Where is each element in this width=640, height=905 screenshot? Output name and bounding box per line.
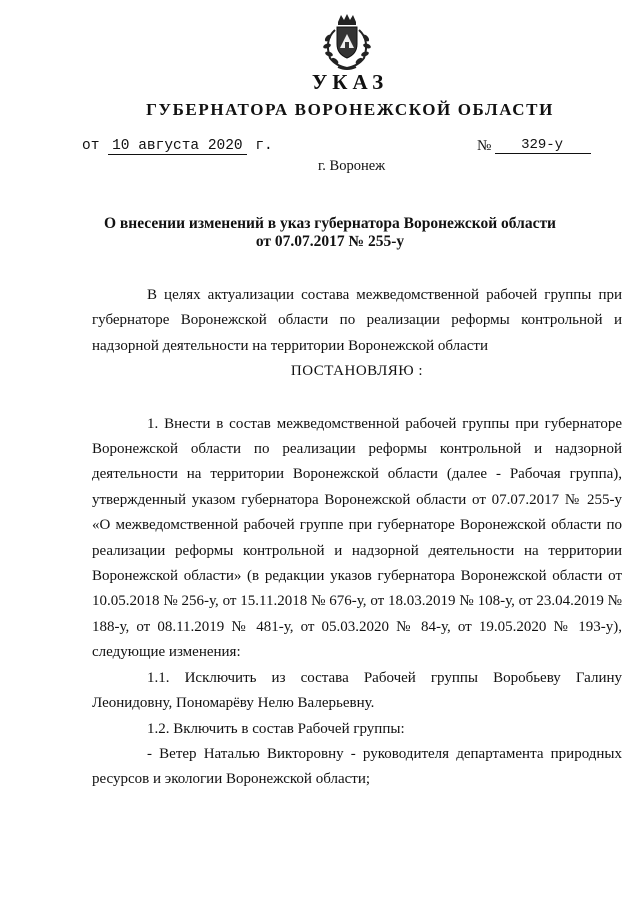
document-number: 329-у bbox=[495, 137, 591, 154]
paragraph-1-2: 1.2. Включить в состав Рабочей группы: bbox=[147, 720, 405, 737]
document-body bbox=[92, 283, 622, 793]
document-issuer: ГУБЕРНАТОРА ВОРОНЕЖСКОЙ ОБЛАСТИ bbox=[146, 100, 554, 119]
coat-of-arms-emblem bbox=[318, 12, 376, 72]
document-heading bbox=[100, 215, 560, 251]
preamble-paragraph: В целях актуализации состава межведомственной рабочей группы при губернаторе Воронежской области по реализации реформы контрольной и надзорной деятельности на территории Воронежской области bbox=[92, 287, 622, 354]
paragraph-1: 1. Внести в состав межведомственной рабочей группы при губернаторе Воронежской области по реализации реформы контрольной и надзорной деятельности на территории Воронежской области (далее - Рабочая группа), утвержденный указом губернатора Воронежской области от 07.07.2017 № 255-у «О межведомственной рабочей группе при губернаторе Воронежской области по реализации реформы контрольной и надзорной деятельности на территории Воронежской области» (в редакции указов губернатора Воронежской области от 10.05.2018 № 256-у, от 15.11.2018 № 676-у, от 18.03.2019 № 108-у, от 23.04.2019 № 188-у, от 08.11.2019 № 481-у, от 05.03.2020 № 84-у, от 19.05.2020 № 193-у), следующие изменения: bbox=[92, 415, 622, 661]
paragraph-1-2-item: - Ветер Наталью Викторовну - руководителя департамента природных ресурсов и экологии Воронежской области; bbox=[92, 745, 622, 788]
paragraph-1-1: 1.1. Исключить из состава Рабочей группы Воробьеву Галину Леонидовну, Пономарёву Нелю Валерьевну. bbox=[92, 669, 622, 712]
date-suffix: г. bbox=[255, 138, 273, 154]
number-sign: № bbox=[477, 138, 492, 154]
heading-line-2: от 07.07.2017 № 255-у bbox=[255, 233, 405, 250]
date-line bbox=[82, 138, 273, 155]
number-line bbox=[477, 137, 591, 155]
heading-line-1: О внесении изменений в указ губернатора Воронежской области bbox=[103, 215, 556, 232]
date-prefix: от bbox=[82, 138, 100, 154]
decree-word: ПОСТАНОВЛЯЮ : bbox=[290, 363, 424, 380]
document-date: 10 августа 2020 bbox=[108, 138, 247, 155]
city: г. Воронеж bbox=[318, 158, 386, 174]
document-type-title: УКАЗ bbox=[311, 70, 389, 94]
